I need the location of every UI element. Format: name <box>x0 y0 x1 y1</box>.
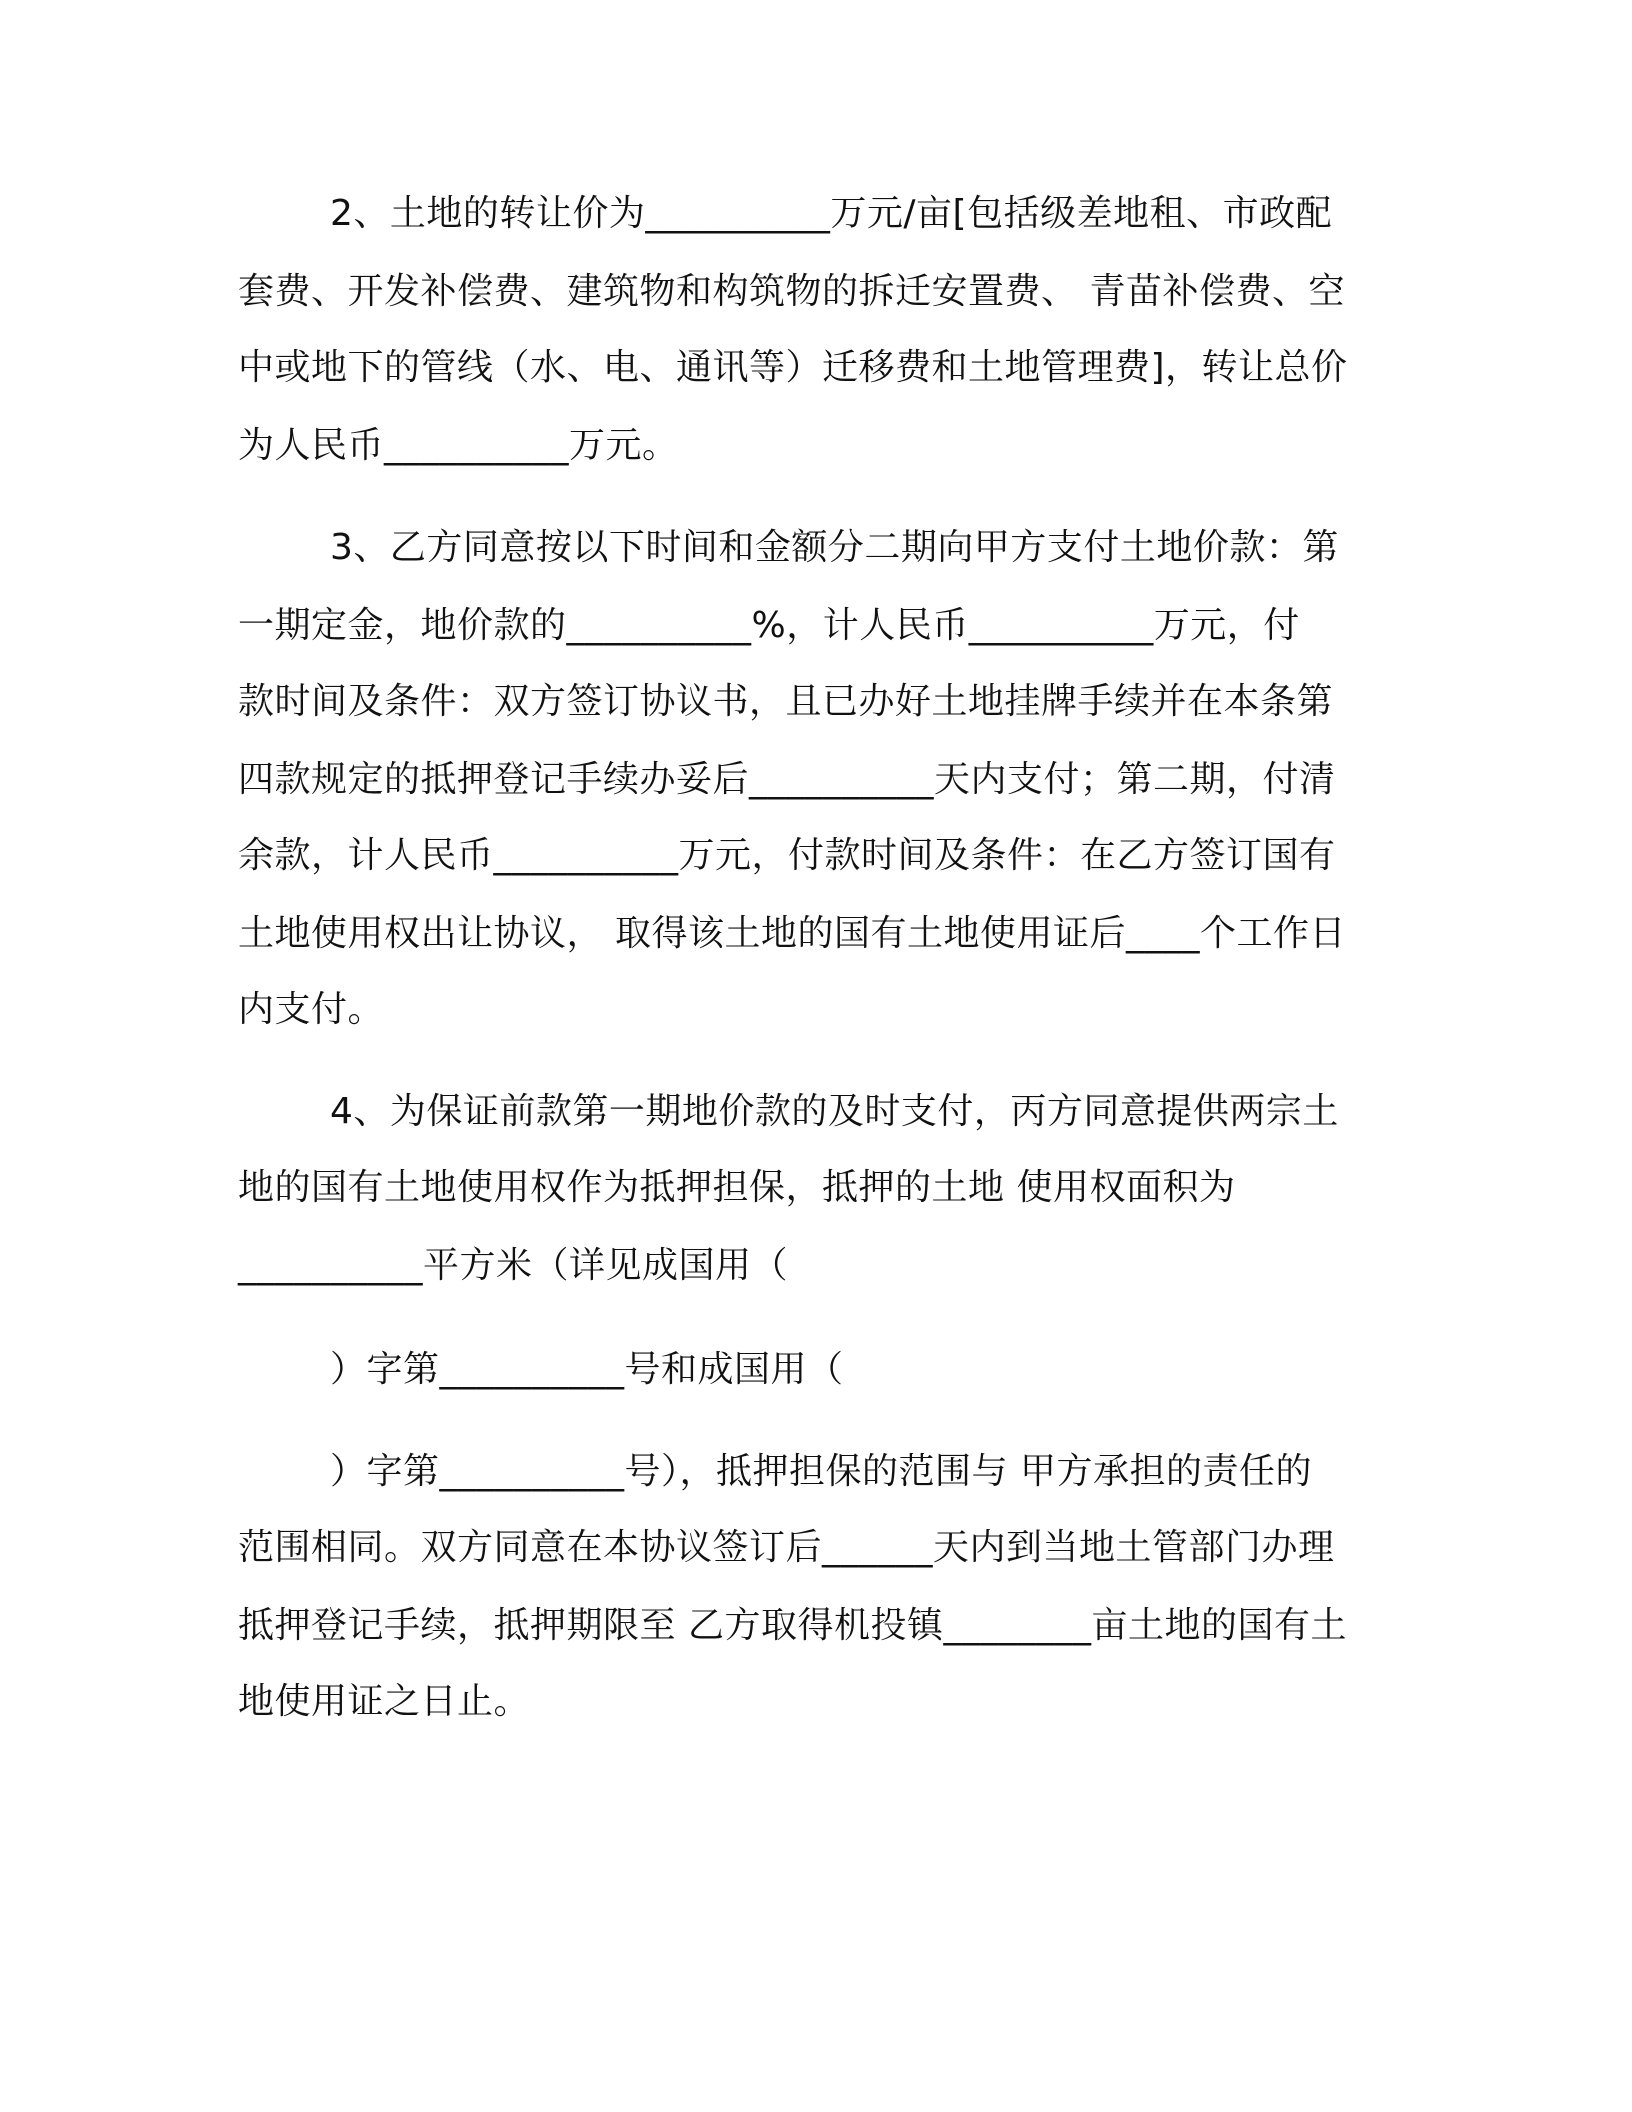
clause-4-line-4: ）字第__________号和成国用（ <box>330 1349 844 1390</box>
clause-4-line-7: 抵押登记手续，抵押期限至 乙方取得机投镇________亩土地的国有土 <box>238 1605 1347 1646</box>
clause-3-line-6: 土地使用权出让协议， 取得该土地的国有土地使用证后____个工作日 <box>238 913 1346 954</box>
clause-4-line-3: __________平方米（详见成国用（ <box>238 1245 789 1286</box>
clause-2-line-2: 套费、开发补偿费、建筑物和构筑物的拆迁安置费、 青苗补偿费、空 <box>238 271 1345 312</box>
clause-3-line-1: 3、乙方同意按以下时间和金额分二期向甲方支付土地价款：第 <box>330 527 1339 568</box>
clause-4-line-6: 范围相同。双方同意在本协议签订后______天内到当地土管部门办理 <box>238 1527 1335 1568</box>
clause-2-line-1: 2、土地的转让价为__________万元/亩[包括级差地租、市政配 <box>330 193 1333 234</box>
clause-3-line-3: 款时间及条件：双方签订协议书，且已办好土地挂牌手续并在本条第 <box>238 681 1334 722</box>
clause-3-line-4: 四款规定的抵押登记手续办妥后__________天内支付；第二期，付清 <box>238 759 1336 800</box>
clause-4-line-8: 地使用证之日止。 <box>238 1681 531 1722</box>
clause-4-line-1: 4、为保证前款第一期地价款的及时支付，丙方同意提供两宗土 <box>330 1091 1339 1132</box>
clause-3-line-5: 余款，计人民币__________万元，付款时间及条件：在乙方签订国有 <box>238 835 1336 876</box>
clause-2-line-4: 为人民币__________万元。 <box>238 425 679 466</box>
clause-4-line-2: 地的国有土地使用权作为抵押担保，抵押的土地 使用权面积为 <box>238 1167 1236 1208</box>
clause-3-line-7: 内支付。 <box>238 989 385 1030</box>
clause-2-line-3: 中或地下的管线（水、电、通讯等）迁移费和土地管理费]，转让总价 <box>238 347 1348 388</box>
clause-3-line-2: 一期定金，地价款的__________%，计人民币__________万元，付 <box>238 605 1300 646</box>
clause-4-line-5: ）字第__________号），抵押担保的范围与 甲方承担的责任的 <box>330 1451 1312 1492</box>
